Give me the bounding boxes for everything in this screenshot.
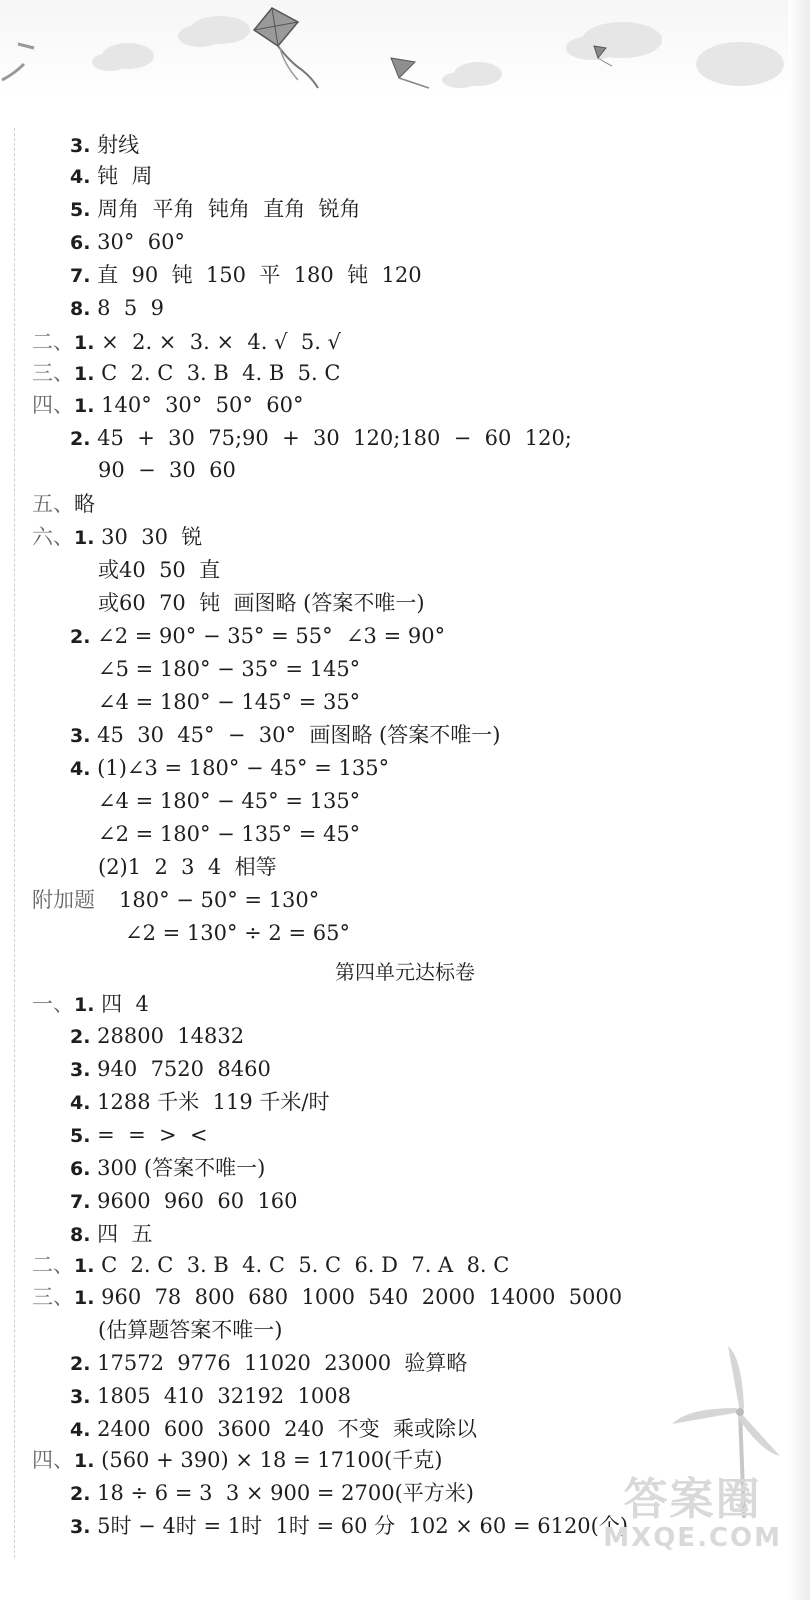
answer-text: C 2. C 3. B 4. B 5. C — [101, 361, 341, 385]
answer-line — [98, 853, 277, 881]
kite-icon — [385, 52, 435, 92]
question-number: 3. — [70, 1516, 91, 1538]
answer-text: C 2. C 3. B 4. C 5. C 6. D 7. A 8. C — [101, 1253, 510, 1277]
answer-line — [70, 1382, 351, 1410]
question-number: 1. — [74, 527, 95, 549]
answer-line — [70, 1479, 474, 1507]
answer-text: 18 ÷ 6 = 3 3 × 900 = 2700(平方米) — [97, 1481, 474, 1505]
answer-text: 或60 70 钝 画图略 (答案不唯一) — [98, 591, 425, 615]
question-number: 1. — [74, 332, 95, 354]
question-number: 2. — [70, 1353, 91, 1375]
answer-line — [70, 162, 153, 190]
section-label: 六、 — [32, 525, 74, 549]
answer-text: = = > < — [97, 1123, 208, 1147]
answer-line — [70, 1187, 298, 1215]
question-number: 4. — [70, 1419, 91, 1441]
answer-text: × 2. × 3. × 4. √ 5. √ — [101, 330, 341, 354]
answer-line — [32, 1446, 442, 1474]
question-number: 3. — [70, 725, 91, 747]
answer-text: 28800 14832 — [97, 1024, 245, 1048]
answer-line — [98, 556, 220, 584]
answer-text: 略 — [74, 492, 95, 516]
answer-line — [70, 228, 185, 256]
answer-line — [32, 886, 319, 914]
answer-line — [70, 622, 445, 650]
page-edge-shade — [788, 0, 810, 1600]
answer-text: 180° − 50° = 130° — [119, 888, 320, 912]
question-number: 5. — [70, 1125, 91, 1147]
answer-text: 1805 410 32192 1008 — [97, 1384, 351, 1408]
question-number: 6. — [70, 1158, 91, 1180]
unit-title: 第四单元达标卷 — [335, 960, 475, 984]
answer-line — [70, 1055, 271, 1083]
answer-text: 30 30 锐 — [101, 525, 203, 549]
answer-line — [70, 754, 389, 782]
answer-text: 钝 周 — [97, 164, 153, 188]
section-label: 三、 — [32, 1285, 74, 1309]
question-number: 6. — [70, 232, 91, 254]
answer-text: 8 5 9 — [97, 296, 164, 320]
answer-text: 9600 960 60 160 — [97, 1189, 298, 1213]
answer-line — [98, 820, 360, 848]
kite-icon — [588, 40, 618, 70]
answer-line — [70, 1220, 153, 1248]
answer-line — [32, 990, 149, 1018]
answer-line — [70, 1121, 208, 1149]
kite-tail-icon — [0, 40, 40, 100]
section-label: 二、 — [32, 330, 74, 354]
margin-rule — [14, 128, 15, 1558]
answer-text: 1288 千米 119 千米/时 — [97, 1090, 330, 1114]
answer-text: 2400 600 3600 240 不变 乘或除以 — [97, 1417, 477, 1441]
answer-line — [32, 391, 303, 419]
answer-line — [98, 655, 360, 683]
answer-line — [70, 721, 500, 749]
answer-line — [32, 1251, 509, 1279]
question-number: 3. — [70, 135, 91, 157]
answer-text: (1)∠3 = 180° − 45° = 135° — [97, 756, 390, 780]
question-number: 5. — [70, 199, 91, 221]
question-number: 7. — [70, 265, 91, 287]
watermark-url: MXQE.COM — [603, 1523, 782, 1553]
answer-text: 940 7520 8460 — [97, 1057, 271, 1081]
answer-text: 960 78 800 680 1000 540 2000 14000 5000 — [101, 1285, 623, 1309]
question-number: 2. — [70, 1026, 91, 1048]
answer-line — [70, 1154, 265, 1182]
answer-line — [98, 589, 425, 617]
answer-text: 射线 — [97, 133, 140, 157]
question-number: 1. — [74, 363, 95, 385]
answer-line — [70, 424, 572, 452]
answer-text: 300 (答案不唯一) — [97, 1156, 266, 1180]
question-number: 2. — [70, 1483, 91, 1505]
answer-line — [32, 328, 341, 356]
answer-text: 140° 30° 50° 60° — [101, 393, 304, 417]
answer-line — [98, 1316, 282, 1344]
question-number: 1. — [74, 395, 95, 417]
answer-text: ∠2 = 130° ÷ 2 = 65° — [125, 921, 350, 945]
answer-text: 30° 60° — [97, 230, 185, 254]
watermark — [603, 1476, 782, 1552]
question-number: 7. — [70, 1191, 91, 1213]
answer-text: (2)1 2 3 4 相等 — [98, 855, 277, 879]
answer-line — [70, 195, 361, 223]
answer-text: ∠4 = 180° − 45° = 135° — [98, 789, 361, 813]
answer-line — [70, 261, 422, 289]
section-label: 一、 — [32, 992, 74, 1016]
answer-line — [98, 688, 360, 716]
answer-text: ∠5 = 180° − 35° = 145° — [98, 657, 361, 681]
question-number: 4. — [70, 1092, 91, 1114]
answer-text: ∠4 = 180° − 145° = 35° — [98, 690, 361, 714]
answer-text: 或40 50 直 — [98, 558, 221, 582]
question-number: 1. — [74, 1450, 95, 1472]
kite-icon — [240, 0, 330, 90]
answer-text: 90 − 30 60 — [98, 458, 236, 482]
answer-text: (560 + 390) × 18 = 17100(千克) — [101, 1448, 443, 1472]
answer-text: 周角 平角 钝角 直角 锐角 — [97, 197, 361, 221]
question-number: 4. — [70, 166, 91, 188]
question-number: 1. — [74, 1255, 95, 1277]
question-number: 2. — [70, 626, 91, 648]
question-number: 8. — [70, 1224, 91, 1246]
answer-line — [70, 1415, 477, 1443]
answer-line — [70, 1512, 628, 1540]
answer-line — [70, 131, 139, 159]
answer-line — [98, 456, 236, 484]
question-number: 1. — [74, 994, 95, 1016]
section-label: 五、 — [32, 492, 74, 516]
answer-line — [70, 1088, 329, 1116]
question-number: 3. — [70, 1059, 91, 1081]
question-number: 2. — [70, 428, 91, 450]
question-number: 8. — [70, 298, 91, 320]
answer-text: 17572 9776 11020 23000 验算略 — [97, 1351, 468, 1375]
answer-text: ∠2 = 90° − 35° = 55° ∠3 = 90° — [97, 624, 446, 648]
answer-text: (估算题答案不唯一) — [98, 1318, 283, 1342]
answer-text: 5时 − 4时 = 1时 1时 = 60 分 102 × 60 = 6120(个) — [97, 1514, 629, 1538]
section-label: 三、 — [32, 361, 74, 385]
answer-line — [32, 359, 340, 387]
section-label: 附加题 — [32, 888, 95, 912]
answer-text: 45 + 30 75;90 + 30 120;180 − 60 120; — [97, 426, 572, 450]
answer-line — [70, 1349, 467, 1377]
answer-line — [32, 490, 95, 518]
question-number: 4. — [70, 758, 91, 780]
answer-text: 四 五 — [97, 1222, 153, 1246]
section-label: 二、 — [32, 1253, 74, 1277]
answer-text: 直 90 钝 150 平 180 钝 120 — [97, 263, 422, 287]
answer-line — [70, 294, 164, 322]
answer-text: ∠2 = 180° − 135° = 45° — [98, 822, 361, 846]
answer-line — [98, 787, 360, 815]
watermark-logo-text: 答案圈 — [623, 1474, 762, 1525]
answer-line — [32, 523, 202, 551]
answer-line — [70, 1022, 244, 1050]
answer-text: 45 30 45° − 30° 画图略 (答案不唯一) — [97, 723, 501, 747]
question-number: 3. — [70, 1386, 91, 1408]
section-label: 四、 — [32, 1448, 74, 1472]
question-number: 1. — [74, 1287, 95, 1309]
section-label: 四、 — [32, 393, 74, 417]
answer-text: 四 4 — [101, 992, 149, 1016]
answer-line — [125, 919, 350, 947]
answer-line — [32, 1283, 622, 1311]
